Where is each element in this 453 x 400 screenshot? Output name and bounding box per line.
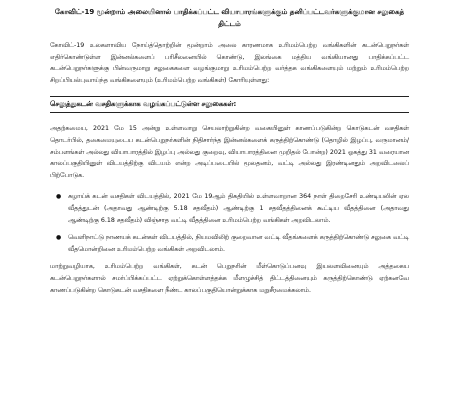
list-item <box>50 232 409 255</box>
section-divider <box>50 96 409 97</box>
closing-paragraph: மாற்றுவழியாக, உரிமம்பெற்ற வங்கிகள், கடன் பெறுநரின் மீள்கொடுப்பனவு இயலளவினையும் அத்தகைய கடன்பெறுநர்களால் சமர்ப்பிக்கப்பட்ட ஏற்றுக்கொள்ளத்தக்க மீளழுச்சித் திட்டத்தினையும் கருத்திற்கொண்டு ஏற்கனவே காணப்படுகின்ற கொடுகடன் வசதிகளை நீண்ட காலப்பகுதியொன்றுக்காக மறுசீரமைக்கலாம். <box>50 263 409 294</box>
section-intro-paragraph: அதற்கமைய, 2021 மே 15 அன்று உள்ளவாறு செயலாற்றுகின்ற வகையினுள் காணப்படுகின்ற கொடுகடன் வசதிகள் தொடர்பில், தகைமையுடைய கடன்பெறுநர்களின் நிதிசார்ந்த இன்னல்களைக் கருத்திற்கொண்டு (தொழில் இழப்பு, வருமானம்/ சம்பளங்கள் அல்லது வியாபாரத்தில் இழப்பு அல்லது குறைவு, வியாபாரத்தினை முறிதல் போன்ற) 2021 ஓகத்து 31 வரையான காலப்பகுதியினுள் விடயத்திற்கு விடயம் என்ற அடிப்படையில் மூலதனம், வட்டி அல்லது இரண்டினதும் அறவிடலைப் பிற்போடுக. <box>50 125 409 179</box>
list-item <box>50 191 409 226</box>
list-item-text: சுழாய்க் கடன் வசதிகள் விடயத்தில், 2021 மே 19ஆம் திகதியில் உள்ளவாறான 364 நாள் திறைசேரி உண்டியலின் ஏல வீதத்துடன் (அதாவது ஆண்டிற்கு 5.18 சதவீதம்) ஆண்டிற்கு 1 சதவீதத்தினைக் கூட்டிய வீதத்தினை (அதாவது ஆண்டிற்கு 6.18 சதவீதம்) விஞ்சாத வட்டி வீதத்தினை உரிமம்பெற்ற வங்கிகள் அறவிடலாம். <box>68 193 409 224</box>
concession-list <box>50 191 409 255</box>
bullet-icon: ● <box>56 234 62 242</box>
intro-paragraph: கோவிட்-19 உலகளாவிய நோய்த்தொற்றின் மூன்றாம் அலை காரணமாக உரிமம்பெற்ற வங்கிகளின் கடன்பெறுநர்கள் எதிர்கொண்டுள்ள இன்னல்களைப் பரிசீலனையில் கொண்டு, இலங்கை மத்திய வங்கியானது பாதிக்கப்பட்ட கடன்பெறுநர்களுக்கு பின்வருமாறு சலுகைகளை வழங்குமாறு உரிமம்பெற்ற வர்த்தக வங்கிகளையும் மற்றும் உரிமம்பெற்ற சிறப்பியல்புவாய்ந்த வங்கிகளையும் (உரிமம்பெற்ற வங்கிகள்) கோரியுள்ளது: <box>50 42 409 84</box>
section-divider <box>50 112 409 113</box>
bullet-icon: ● <box>56 193 62 201</box>
section-heading: செலுத்துகடன் வசதிகளுக்காக வழங்கப்பட்டுள்ள சலுகைகள்: <box>50 100 237 109</box>
list-item-text: வெளிநாட்டு நாணயக் கடன்கள் விடயத்தில், நியமவிலிற் குறைவான வட்டி வீதங்களைக் கருத்திற்கொண்டு சலுகை வட்டி வீதமொன்றினை உரிமம்பெற்ற வங்கிகள் அறவிடலாம். <box>68 234 409 253</box>
document-title: கோவிட்-19 மூன்றாம் அலையினால் பாதிக்கப்பட்ட வியாபாரங்களுக்கும் தனிப்பட்டவர்களுக்குமான சலுகைத் திட்டம் <box>54 8 405 28</box>
